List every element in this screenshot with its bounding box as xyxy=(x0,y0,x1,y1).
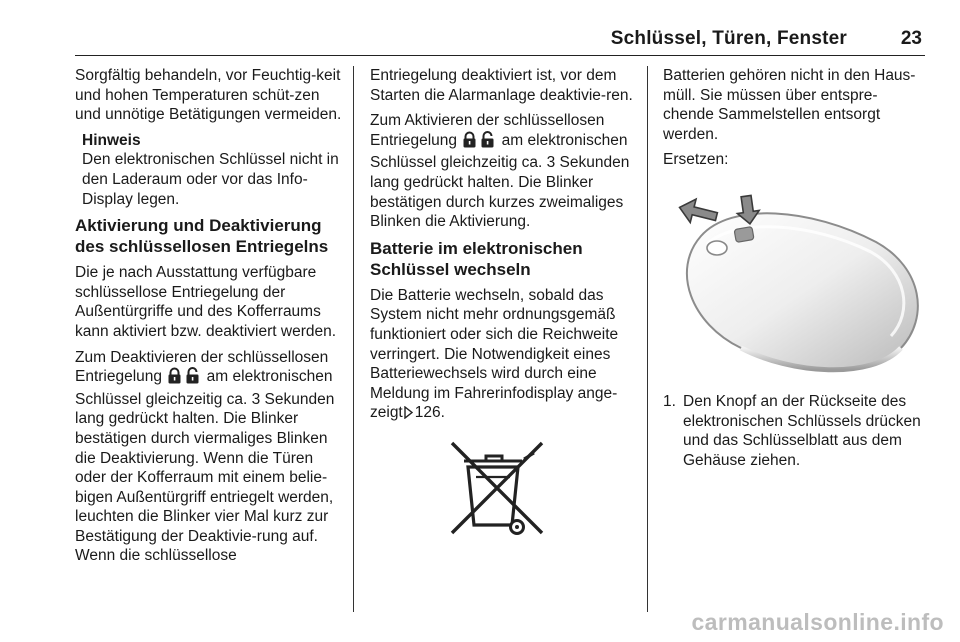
column-divider-left xyxy=(353,66,354,612)
lock-button-icons xyxy=(167,367,201,390)
watermark: carmanualsonline.info xyxy=(691,609,944,635)
paragraph-replace: Ersetzen: xyxy=(663,151,729,169)
activation-text-end: am elektronischen Schlüssel gleichzeitig ca. 3 Sekunden lang gedrückt halten. Die Blinker bestätigen durch kurzes zweimaliges Blinken die Aktivierung. xyxy=(370,131,630,231)
note-text: Den elektronischen Schlüssel nicht in den Laderaum oder vor das Info-Display legen. xyxy=(82,151,339,208)
page-title: Schlüssel, Türen, Fenster xyxy=(610,28,847,49)
page-header xyxy=(0,28,960,58)
paragraph-deactivation xyxy=(75,348,347,567)
column-1 xyxy=(75,66,347,572)
section-heading-keyless-activation: Aktivierung und Deaktivierung des schlüssellosen Entriegelns xyxy=(75,216,329,257)
column-divider-right xyxy=(647,66,648,612)
paragraph-keyless-intro: Die je nach Ausstattung verfügbare schlüssellose Entriegelung der Außentürgriffe und des Kofferraums kann aktiviert bzw. deaktiviert werden. xyxy=(75,264,337,340)
paragraph-battery-change xyxy=(370,286,636,425)
list-item-step-1 xyxy=(663,392,925,470)
crossed-out-wheelie-bin-icon xyxy=(442,437,552,537)
header-rule xyxy=(75,55,925,56)
lock-icon xyxy=(169,369,181,384)
list-item-number: 1. xyxy=(663,392,676,410)
paragraph-disposal: Batterien gehören nicht in den Haus-müll. Sie müssen über entspre-chende Sammelstellen entsorgt werden. xyxy=(663,67,916,143)
list-item-text: Den Knopf an der Rückseite des elektronischen Schlüssels drücken und das Schlüsselblatt aus dem Gehäuse ziehen. xyxy=(683,392,921,469)
page-reference-arrow-icon xyxy=(404,405,413,425)
paragraph-handling: Sorgfältig behandeln, vor Feuchtig-keit und hohen Temperaturen schüt-zen und unnötige Betätigungen vermeiden. xyxy=(75,67,342,124)
unlock-icon xyxy=(482,132,494,148)
battery-change-text: Die Batterie wechseln, sobald das System nicht mehr ordnungsgemäß funktioniert oder sich die Reichweite verringert. Die Notwendigkeit eines Batteriewechsels wird durch eine Meldung im Fahrerinfodisplay ange-zeigt xyxy=(370,286,619,422)
note-title: Hinweis xyxy=(82,131,141,149)
paragraph-alarm: Entriegelung deaktiviert ist, vor dem Starten die Alarmanlage deaktivie-ren. xyxy=(370,67,633,104)
deactivation-text-start: Zum Deaktivieren der schlüssellosen Entriegelung xyxy=(75,348,329,386)
unlock-icon xyxy=(187,368,199,384)
activation-text-start: Zum Aktivieren der schlüssellosen Entriegelung xyxy=(370,112,605,149)
paragraph-activation xyxy=(370,111,636,232)
column-2 xyxy=(370,66,636,537)
lock-icon xyxy=(464,132,476,147)
deactivation-text-end: am elektronischen Schlüssel gleichzeitig ca. 3 Sekunden lang gedrückt halten. Die Blinker bestätigen durch viermaliges Blinken die Deaktivierung. Wenn die Türen oder der Kofferraum mit einem belie-bigen Außentürgriff entriegelt werden, leuchten die Blinker vier Mal kurz zur Bestätigung der Deaktivie-rung auf. Wenn die schlüssellose xyxy=(75,368,335,565)
section-heading-battery: Batterie im elektronischen Schlüssel wechseln xyxy=(370,238,583,279)
lock-button-icons xyxy=(462,131,496,154)
page-reference-link[interactable]: 126. xyxy=(414,404,445,422)
note-block xyxy=(82,131,347,209)
page-number: 23 xyxy=(900,28,922,49)
electronic-key-fob-illustration xyxy=(661,178,925,388)
column-3 xyxy=(663,66,925,470)
